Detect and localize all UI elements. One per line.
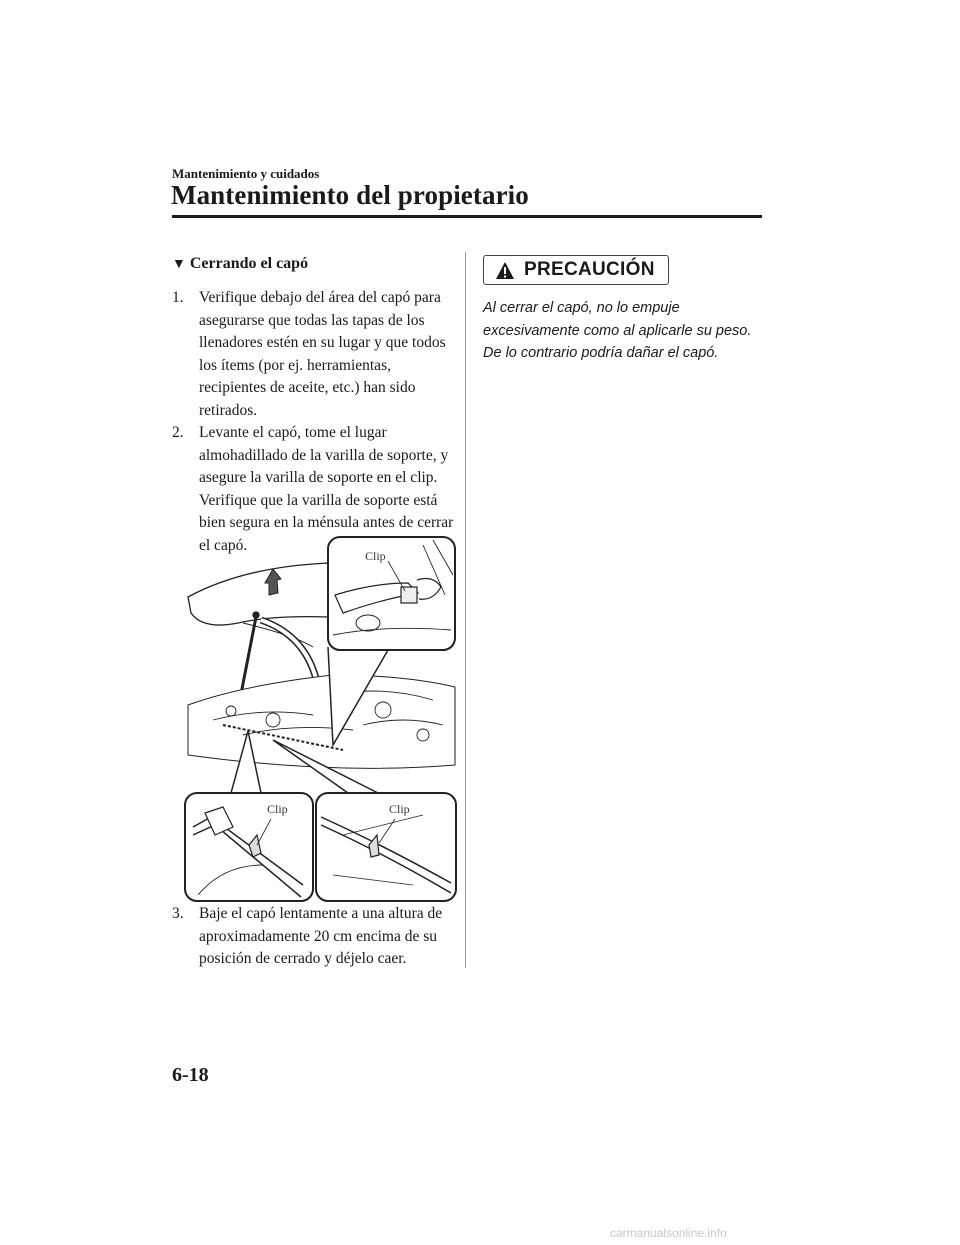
step-number: 3.	[172, 905, 184, 922]
section-heading	[172, 255, 308, 273]
figure-label-clip-bottom-left: Clip	[267, 802, 288, 816]
step-text: Levante el capó, tome el lugar almohadillado de la varilla de soporte, y asegure la varilla de soporte en el clip. Verifique que la varilla de soporte está bien segura en la ménsula antes de cerrar el capó.	[199, 424, 454, 554]
warning-icon	[495, 261, 515, 280]
page-title: Mantenimiento del propietario	[171, 180, 529, 210]
figure-label-clip-top: Clip	[365, 549, 386, 563]
caution-text: Al cerrar el capó, no lo empuje excesivamente como al aplicarle su peso. De lo contrario podría dañar el capó.	[483, 300, 752, 361]
step-number: 2.	[172, 424, 184, 441]
triangle-marker-icon: ▼	[172, 257, 186, 272]
figure-label-clip-bottom-right: Clip	[389, 802, 410, 816]
step-text: Baje el capó lentamente a una altura de aproximadamente 20 cm encima de su posición de cerrado y déjelo caer.	[199, 905, 443, 967]
hood-support-rod-illustration	[183, 535, 458, 905]
caution-header	[483, 255, 669, 285]
footer-watermark: carmanualsonline.info	[610, 1226, 727, 1240]
column-divider	[465, 252, 466, 968]
page-number: 6-18	[172, 1064, 209, 1086]
step-number: 1.	[172, 289, 184, 306]
step-text: Verifique debajo del área del capó para asegurarse que todas las tapas de los llenadores estén en su lugar y que todos los ítems (por ej. herramientas, recipientes de aceite, etc.) han sido retirados.	[199, 289, 446, 419]
step-item	[172, 903, 457, 971]
step-item	[172, 287, 457, 422]
section-heading-text: Cerrando el capó	[189, 255, 309, 272]
title-rule	[172, 215, 762, 218]
steps-list	[172, 287, 457, 557]
caution-title: PRECAUCIÓN	[524, 259, 655, 280]
steps-list-continued	[172, 903, 457, 971]
breadcrumb: Mantenimiento y cuidados	[172, 166, 320, 181]
